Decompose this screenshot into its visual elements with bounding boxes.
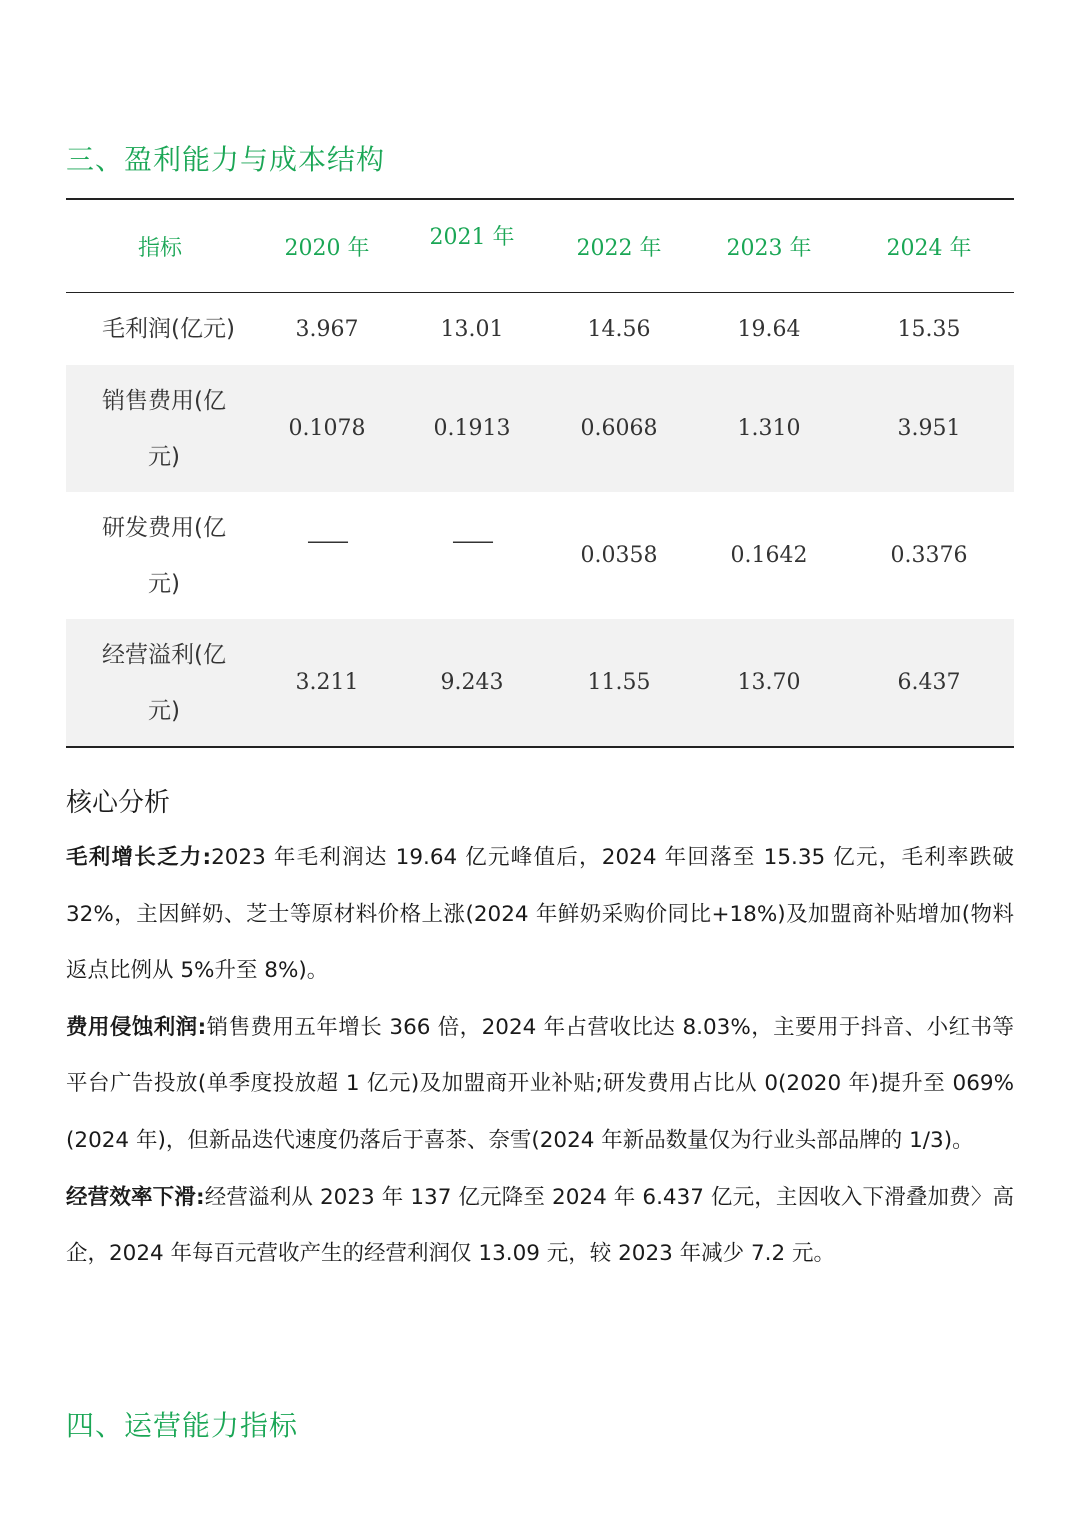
table-row xyxy=(66,492,1014,619)
table-cell: 13.01 xyxy=(440,316,504,342)
table-cell xyxy=(254,492,400,619)
table-cell: 11.55 xyxy=(544,619,694,747)
paragraph-text: 销售费用五年增长 366 倍，2024 年占营收比达 8.03%，主要用于抖音、小红书等平台广告投放(单季度投放超 1 亿元)及加盟商开业补贴;研发费用占比从 0(2020 年)提升至 069%(2024 年)，但新品迭代速度仍落后于喜茶、奈雪(2024 年新品数量仅为行业头部品牌的 1/3)。 xyxy=(66,1014,1014,1153)
table-cell: 19.64 xyxy=(737,316,801,342)
table-cell: 0.6068 xyxy=(544,365,694,492)
analysis-body xyxy=(66,830,1014,1283)
analysis-heading: 核心分析 xyxy=(66,788,171,818)
row-label-line1: 研发费用(亿 xyxy=(102,514,226,541)
table-cell: 0.1913 xyxy=(400,365,544,492)
analysis-paragraph xyxy=(66,1170,1014,1283)
table-cell xyxy=(400,492,544,619)
table-cell: 15.35 xyxy=(897,316,961,342)
section-title-profitability: 三、盈利能力与成本结构 xyxy=(66,143,386,176)
table-cell: 0.3376 xyxy=(890,543,968,568)
paragraph-lead: 毛利增长乏力: xyxy=(66,845,212,870)
analysis-paragraph xyxy=(66,1000,1014,1170)
header-cell-2020: 2020 年 xyxy=(284,235,370,261)
header-cell-2024: 2024 年 xyxy=(886,235,972,261)
section-title-operations: 四、运营能力指标 xyxy=(66,1409,299,1442)
paragraph-lead: 费用侵蚀利润: xyxy=(66,1014,207,1040)
table-row xyxy=(66,365,1014,492)
table-cell: 13.70 xyxy=(694,619,844,747)
header-cell-indicator: 指标 xyxy=(137,235,182,261)
row-label-line1: 经营溢利(亿 xyxy=(102,641,226,668)
paragraph-text: 经营溢利从 2023 年 137 亿元降至 2024 年 6.437 亿元，主因收入下滑叠加费〉高企，2024 年每百元营收产生的经营利润仅 13.09 元，较 2023 年减少 7.2 元。 xyxy=(66,1184,1014,1267)
table-header-row xyxy=(66,199,1014,293)
dash-placeholder: —— xyxy=(452,529,492,554)
header-cell-2021: 2021 年 xyxy=(429,225,515,250)
table-cell: 0.1078 xyxy=(254,365,400,492)
table-cell: 6.437 xyxy=(844,619,1014,747)
row-label-line2: 元) xyxy=(148,443,180,470)
table-cell: 3.967 xyxy=(295,316,359,342)
table-cell: 9.243 xyxy=(400,619,544,747)
analysis-paragraph xyxy=(66,830,1014,1000)
header-cell-2023: 2023 年 xyxy=(726,235,812,261)
row-label xyxy=(66,365,254,492)
table-row xyxy=(66,293,1014,366)
dash-placeholder: —— xyxy=(307,529,347,554)
row-label: 毛利润(亿元) xyxy=(102,316,235,342)
table-cell: 14.56 xyxy=(587,316,651,342)
header-cell-2022: 2022 年 xyxy=(576,235,662,261)
row-label xyxy=(66,492,254,619)
row-label xyxy=(66,619,254,747)
row-label-line2: 元) xyxy=(148,697,180,724)
table-cell: 1.310 xyxy=(694,365,844,492)
paragraph-lead: 经营效率下滑: xyxy=(66,1184,205,1210)
profitability-table xyxy=(66,198,1014,748)
table-cell: 3.211 xyxy=(254,619,400,747)
paragraph-text: 2023 年毛利润达 19.64 亿元峰值后，2024 年回落至 15.35 亿元，毛利率跌破 32%，主因鲜奶、芝士等原材料价格上涨(2024 年鲜奶采购价同比+18%)及加盟商补贴增加(物料返点比例从 5%升至 8%)。 xyxy=(66,845,1014,984)
table-cell: 0.0358 xyxy=(580,543,658,568)
table-cell: 3.951 xyxy=(844,365,1014,492)
row-label-line1: 销售费用(亿 xyxy=(102,387,226,414)
table-cell: 0.1642 xyxy=(730,543,808,568)
table-row xyxy=(66,619,1014,747)
row-label-line2: 元) xyxy=(148,570,180,597)
